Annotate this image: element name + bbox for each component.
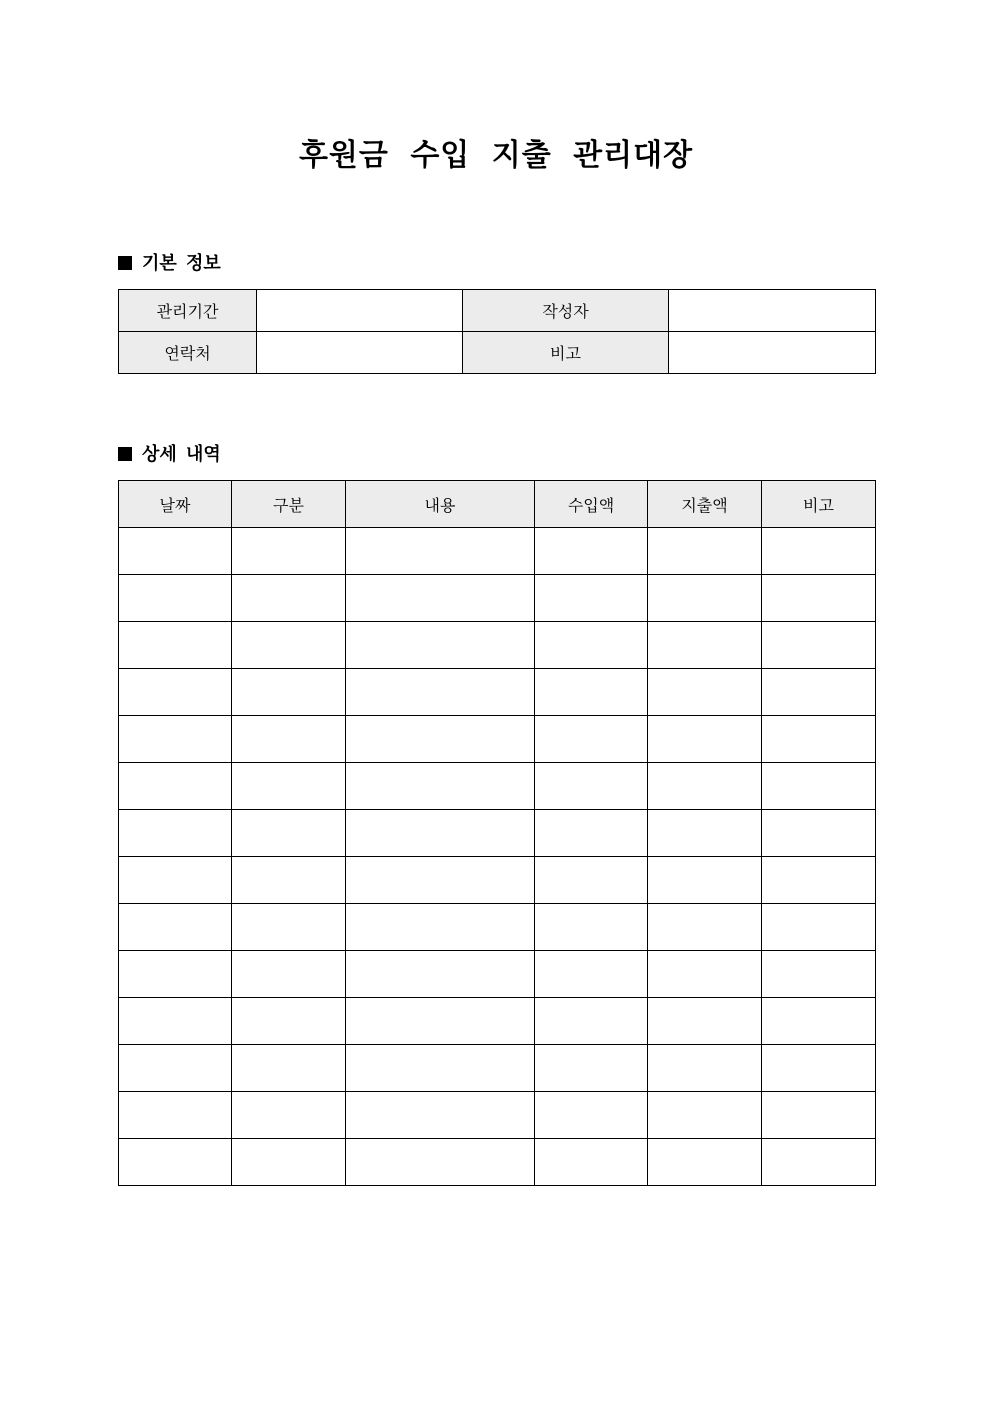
table-cell[interactable]: [119, 528, 232, 575]
basic-info-value[interactable]: [257, 332, 463, 374]
table-cell[interactable]: [762, 857, 876, 904]
table-cell[interactable]: [119, 1045, 232, 1092]
table-cell[interactable]: [535, 857, 648, 904]
table-cell[interactable]: [535, 951, 648, 998]
table-cell[interactable]: [119, 998, 232, 1045]
table-row: [119, 904, 876, 951]
table-row: [119, 1092, 876, 1139]
column-header: 구분: [232, 481, 346, 528]
table-cell[interactable]: [648, 622, 762, 669]
square-bullet-icon: [118, 256, 132, 270]
column-header: 수입액: [535, 481, 648, 528]
basic-info-row: [119, 332, 876, 374]
table-cell[interactable]: [535, 1139, 648, 1186]
table-cell[interactable]: [535, 810, 648, 857]
table-cell[interactable]: [119, 857, 232, 904]
table-cell[interactable]: [346, 857, 535, 904]
table-cell[interactable]: [648, 1045, 762, 1092]
table-cell[interactable]: [648, 575, 762, 622]
basic-info-value[interactable]: [669, 332, 876, 374]
table-cell[interactable]: [648, 810, 762, 857]
basic-info-label: 작성자: [463, 290, 669, 332]
table-cell[interactable]: [346, 528, 535, 575]
table-cell[interactable]: [232, 528, 346, 575]
table-cell[interactable]: [119, 904, 232, 951]
table-cell[interactable]: [119, 716, 232, 763]
table-cell[interactable]: [648, 857, 762, 904]
table-cell[interactable]: [119, 763, 232, 810]
table-cell[interactable]: [232, 1092, 346, 1139]
table-cell[interactable]: [346, 951, 535, 998]
table-row: [119, 857, 876, 904]
basic-info-label: 연락처: [119, 332, 257, 374]
table-cell[interactable]: [346, 763, 535, 810]
table-cell[interactable]: [232, 763, 346, 810]
table-row: [119, 763, 876, 810]
table-cell[interactable]: [232, 716, 346, 763]
table-row: [119, 1045, 876, 1092]
table-cell[interactable]: [535, 1092, 648, 1139]
table-cell[interactable]: [535, 669, 648, 716]
square-bullet-icon: [118, 447, 132, 461]
table-cell[interactable]: [232, 575, 346, 622]
table-cell[interactable]: [762, 998, 876, 1045]
table-cell[interactable]: [762, 528, 876, 575]
table-cell[interactable]: [648, 716, 762, 763]
table-cell[interactable]: [232, 622, 346, 669]
table-cell[interactable]: [762, 575, 876, 622]
table-cell[interactable]: [535, 998, 648, 1045]
table-cell[interactable]: [119, 575, 232, 622]
table-cell[interactable]: [535, 763, 648, 810]
table-cell[interactable]: [648, 951, 762, 998]
basic-info-table: [118, 289, 876, 374]
table-cell[interactable]: [648, 1092, 762, 1139]
table-row: [119, 716, 876, 763]
table-row: [119, 575, 876, 622]
table-cell[interactable]: [762, 622, 876, 669]
table-row: [119, 1139, 876, 1186]
basic-info-row: [119, 290, 876, 332]
basic-info-heading-text: 기본 정보: [142, 253, 221, 274]
table-cell[interactable]: [346, 1045, 535, 1092]
document-title: 후원금 수입 지출 관리대장: [298, 138, 694, 173]
table-row: [119, 528, 876, 575]
table-cell[interactable]: [535, 904, 648, 951]
table-cell[interactable]: [535, 716, 648, 763]
table-cell[interactable]: [346, 998, 535, 1045]
table-cell[interactable]: [232, 1139, 346, 1186]
table-row: [119, 951, 876, 998]
details-table: [118, 480, 876, 1186]
table-cell[interactable]: [648, 998, 762, 1045]
table-cell[interactable]: [762, 763, 876, 810]
table-cell[interactable]: [762, 810, 876, 857]
table-cell[interactable]: [346, 904, 535, 951]
table-row: [119, 669, 876, 716]
table-row: [119, 810, 876, 857]
table-cell[interactable]: [346, 810, 535, 857]
basic-info-value[interactable]: [669, 290, 876, 332]
table-cell[interactable]: [346, 669, 535, 716]
table-cell[interactable]: [346, 1139, 535, 1186]
column-header: 날짜: [119, 481, 232, 528]
table-cell[interactable]: [762, 1092, 876, 1139]
table-cell[interactable]: [346, 1092, 535, 1139]
table-cell[interactable]: [648, 1139, 762, 1186]
table-cell[interactable]: [346, 622, 535, 669]
column-header: 내용: [346, 481, 535, 528]
table-cell[interactable]: [762, 716, 876, 763]
table-cell[interactable]: [535, 622, 648, 669]
table-cell[interactable]: [648, 763, 762, 810]
table-row: [119, 622, 876, 669]
table-cell[interactable]: [232, 998, 346, 1045]
table-cell[interactable]: [232, 669, 346, 716]
table-cell[interactable]: [119, 622, 232, 669]
table-cell[interactable]: [648, 669, 762, 716]
table-cell[interactable]: [119, 1092, 232, 1139]
basic-info-label: 관리기간: [119, 290, 257, 332]
table-cell[interactable]: [232, 810, 346, 857]
column-header: 비고: [762, 481, 876, 528]
table-cell[interactable]: [119, 810, 232, 857]
details-header-row: [119, 481, 876, 528]
basic-info-heading: [118, 252, 221, 276]
table-cell[interactable]: [119, 951, 232, 998]
table-cell[interactable]: [232, 951, 346, 998]
table-cell[interactable]: [762, 951, 876, 998]
table-cell[interactable]: [119, 669, 232, 716]
table-cell[interactable]: [762, 1139, 876, 1186]
basic-info-value[interactable]: [257, 290, 463, 332]
table-cell[interactable]: [648, 904, 762, 951]
column-header: 지출액: [648, 481, 762, 528]
table-cell[interactable]: [535, 575, 648, 622]
table-cell[interactable]: [535, 528, 648, 575]
table-cell[interactable]: [346, 575, 535, 622]
basic-info-label: 비고: [463, 332, 669, 374]
table-cell[interactable]: [119, 1139, 232, 1186]
table-cell[interactable]: [535, 1045, 648, 1092]
table-row: [119, 998, 876, 1045]
details-table-body: [119, 528, 876, 1186]
table-cell[interactable]: [648, 528, 762, 575]
details-heading: [118, 443, 221, 467]
table-cell[interactable]: [346, 716, 535, 763]
table-cell[interactable]: [762, 669, 876, 716]
table-cell[interactable]: [762, 1045, 876, 1092]
table-cell[interactable]: [232, 904, 346, 951]
details-heading-text: 상세 내역: [142, 444, 221, 465]
table-cell[interactable]: [762, 904, 876, 951]
table-cell[interactable]: [232, 1045, 346, 1092]
table-cell[interactable]: [232, 857, 346, 904]
